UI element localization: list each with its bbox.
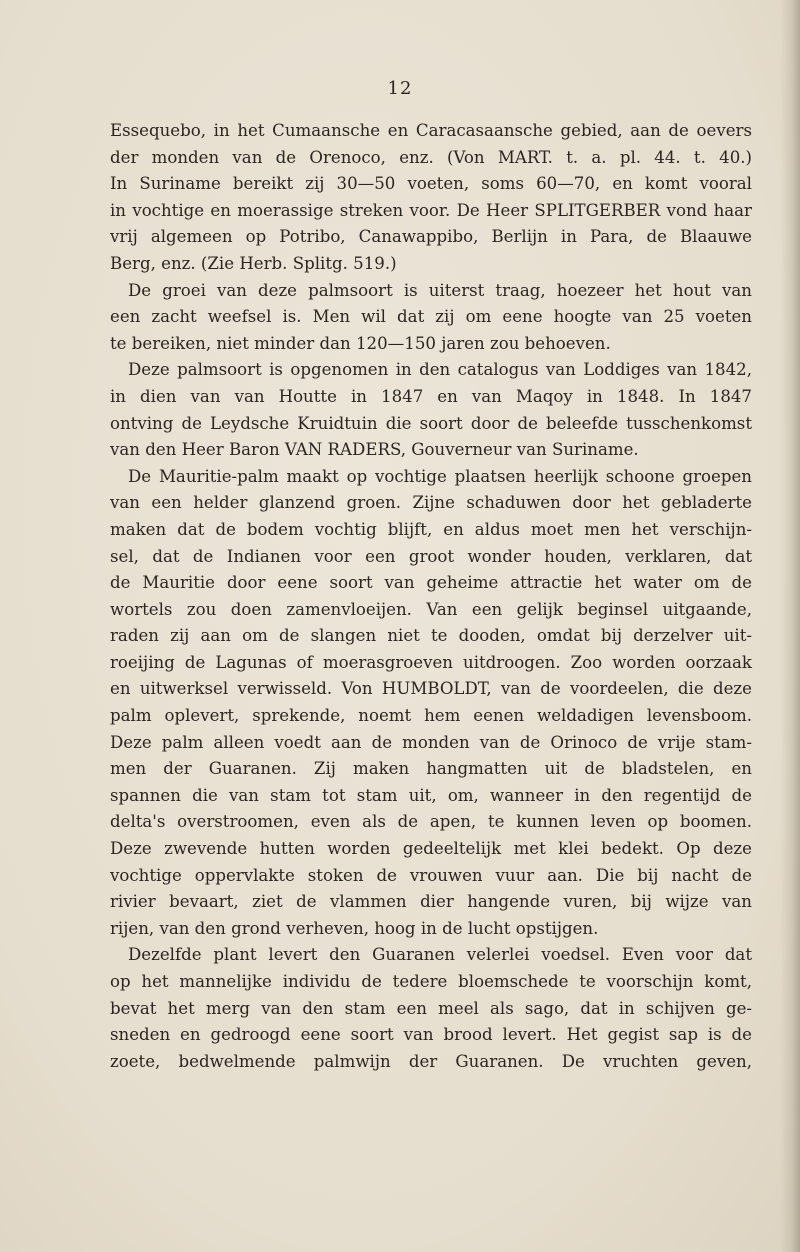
text-line: Deze palmsoort is opgenomen in den catalogus van Loddiges van 1842, (128, 360, 752, 380)
body-text (110, 118, 752, 1075)
text-line: De Mauritie-palm maakt op vochtige plaatsen heerlijk schoone groepen (128, 466, 752, 486)
text-line: Berg, enz. (Zie Herb. Splitg. 519.) (110, 253, 397, 273)
text-line: rijen, van den grond verheven, hoog in de lucht opstijgen. (110, 918, 599, 938)
text-line: sneden en gedroogd eene soort van brood levert. Het gegist sap is de (110, 1025, 752, 1045)
text-line: men der Guaranen. Zij maken hangmatten uit de bladstelen, en (110, 759, 752, 779)
text-line: vochtige oppervlakte stoken de vrouwen vuur aan. Die bij nacht de (110, 865, 752, 885)
text-line: zoete, bedwelmende palmwijn der Guaranen. De vruchten geven, (110, 1051, 752, 1071)
text-line: van den Heer Baron VAN RADERS, Gouverneur van Suriname. (110, 440, 639, 460)
text-line: en uitwerksel verwisseld. Von HUMBOLDT, van de voordeelen, die deze (110, 679, 752, 699)
page-number: 12 (387, 78, 413, 99)
text-line: bevat het merg van den stam een meel als sago, dat in schijven ge- (110, 998, 752, 1018)
text-line: sel, dat de Indianen voor een groot wonder houden, verklaren, dat (110, 546, 752, 566)
text-line: spannen die van stam tot stam uit, om, wanneer in den regentijd de (110, 785, 752, 805)
text-line: van een helder glanzend groen. Zijne schaduwen door het gebladerte (110, 493, 752, 513)
text-line: op het mannelijke individu de tedere bloemschede te voorschijn komt, (110, 972, 752, 991)
text-line: palm oplevert, sprekende, noemt hem eenen weldadigen levensboom. (110, 706, 752, 726)
text-line: Deze zwevende hutten worden gedeeltelijk met klei bedekt. Op deze (110, 839, 752, 859)
text-line: in vochtige en moerassige streken voor. De Heer SPLITGERBER vond haar (110, 200, 752, 220)
text-line: de Mauritie door eene soort van geheime attractie het water om de (110, 573, 752, 593)
text-line: delta's overstroomen, even als de apen, te kunnen leven op boomen. (110, 812, 752, 832)
text-line: vrij algemeen op Potribo, Canawappibo, Berlijn in Para, de Blaauwe (110, 227, 752, 247)
text-line: Essequebo, in het Cumaansche en Caracasaansche gebied, aan de oevers (110, 121, 752, 140)
text-line: In Suriname bereikt zij 30—50 voeten, soms 60—70, en komt vooral (110, 174, 752, 194)
text-line: ontving de Leydsche Kruidtuin die soort door de beleefde tusschenkomst (110, 413, 752, 433)
page-edge-shadow (780, 0, 800, 1252)
text-line: roeijing de Lagunas of moerasgroeven uitdroogen. Zoo worden oorzaak (110, 652, 752, 672)
text-line: maken dat de bodem vochtig blijft, en aldus moet men het verschijn- (110, 519, 752, 539)
text-line: een zacht weefsel is. Men wil dat zij om eene hoogte van 25 voeten (110, 307, 752, 327)
text-line: wortels zou doen zamenvloeijen. Van een gelijk beginsel uitgaande, (110, 599, 752, 619)
text-line: rivier bevaart, ziet de vlammen dier hangende vuren, bij wijze van (110, 892, 752, 912)
text-line: der monden van de Orenoco, enz. (Von MART. t. a. pl. 44. t. 40.) (110, 147, 752, 167)
text-line: Dezelfde plant levert den Guaranen velerlei voedsel. Even voor dat (128, 945, 752, 965)
text-line: in dien van van Houtte in 1847 en van Maqoy in 1848. In 1847 (110, 386, 752, 406)
text-line: te bereiken, niet minder dan 120—150 jaren zou behoeven. (110, 333, 611, 353)
text-line: raden zij aan om de slangen niet te dooden, omdat bij derzelver uit- (110, 626, 752, 646)
text-line: De groei van deze palmsoort is uiterst traag, hoezeer het hout van (128, 280, 752, 300)
text-line: Deze palm alleen voedt aan de monden van de Orinoco de vrije stam- (110, 732, 752, 752)
